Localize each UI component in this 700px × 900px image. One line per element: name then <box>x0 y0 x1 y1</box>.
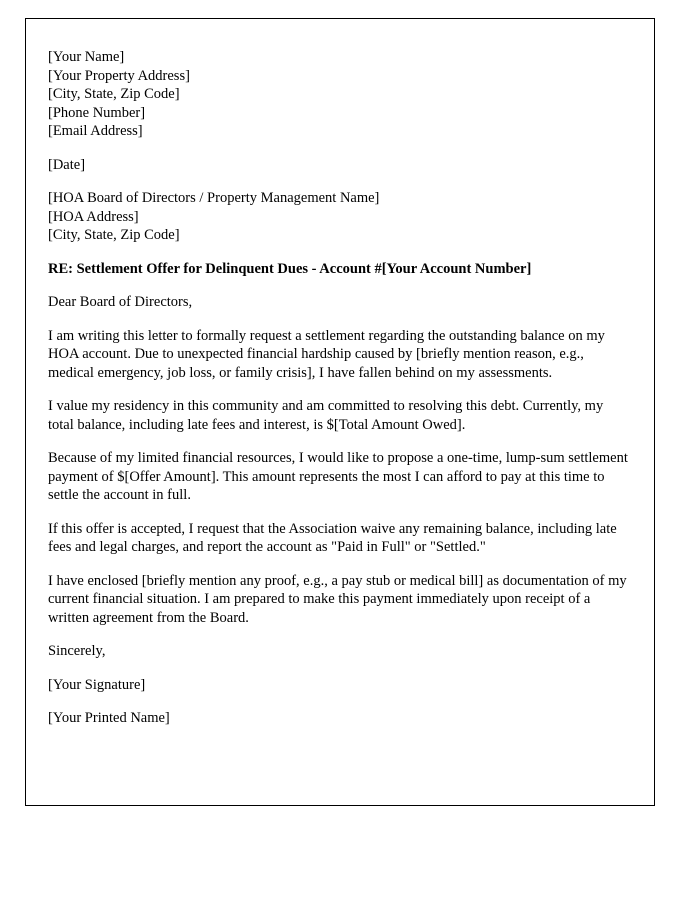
letter-page <box>25 18 655 806</box>
body-paragraph-1: I am writing this letter to formally request a settlement regarding the outstanding balance on my HOA account. Due to unexpected financial hardship caused by [briefly mention reason, e.g., medical emergency, job loss, or family crisis], I have fallen behind on my assessments. <box>48 327 605 381</box>
subject-line: RE: Settlement Offer for Delinquent Dues - Account #[Your Account Number] <box>48 260 532 277</box>
sender-name: [Your Name] <box>48 49 125 65</box>
sender-property-address: [Your Property Address] <box>48 67 190 84</box>
recipient-address: [HOA Address] <box>48 208 139 225</box>
body-paragraph-5: I have enclosed [briefly mention any proof, e.g., a pay stub or medical bill] as documentation of my current financial situation. I am prepared to make this payment immediately upon receipt of a written agreement from the Board. <box>48 572 627 626</box>
sender-city-state-zip: [City, State, Zip Code] <box>48 86 180 102</box>
recipient-name: [HOA Board of Directors / Property Management Name] <box>48 190 380 206</box>
body-paragraph-2: I value my residency in this community and am committed to resolving this debt. Currently, my total balance, including late fees and interest, is $[Total Amount Owed]. <box>48 398 604 433</box>
signature-placeholder: [Your Signature] <box>48 676 146 693</box>
body-paragraph-4: If this offer is accepted, I request that the Association waive any remaining balance, including late fees and legal charges, and report the account as "Paid in Full" or "Settled." <box>48 520 617 555</box>
salutation: Dear Board of Directors, <box>48 294 193 310</box>
sender-address-block <box>48 48 632 141</box>
date-line: [Date] <box>48 156 86 173</box>
body-paragraph-3: Because of my limited financial resources, I would like to propose a one-time, lump-sum settlement payment of $[Offer Amount]. This amount represents the most I can afford to pay at this time to settle the account in full. <box>48 450 628 503</box>
sender-email: [Email Address] <box>48 123 143 139</box>
recipient-address-block <box>48 189 632 245</box>
sender-phone: [Phone Number] <box>48 104 146 121</box>
printed-name-placeholder: [Your Printed Name] <box>48 710 170 726</box>
closing: Sincerely, <box>48 643 106 659</box>
recipient-city-state-zip: [City, State, Zip Code] <box>48 227 180 243</box>
